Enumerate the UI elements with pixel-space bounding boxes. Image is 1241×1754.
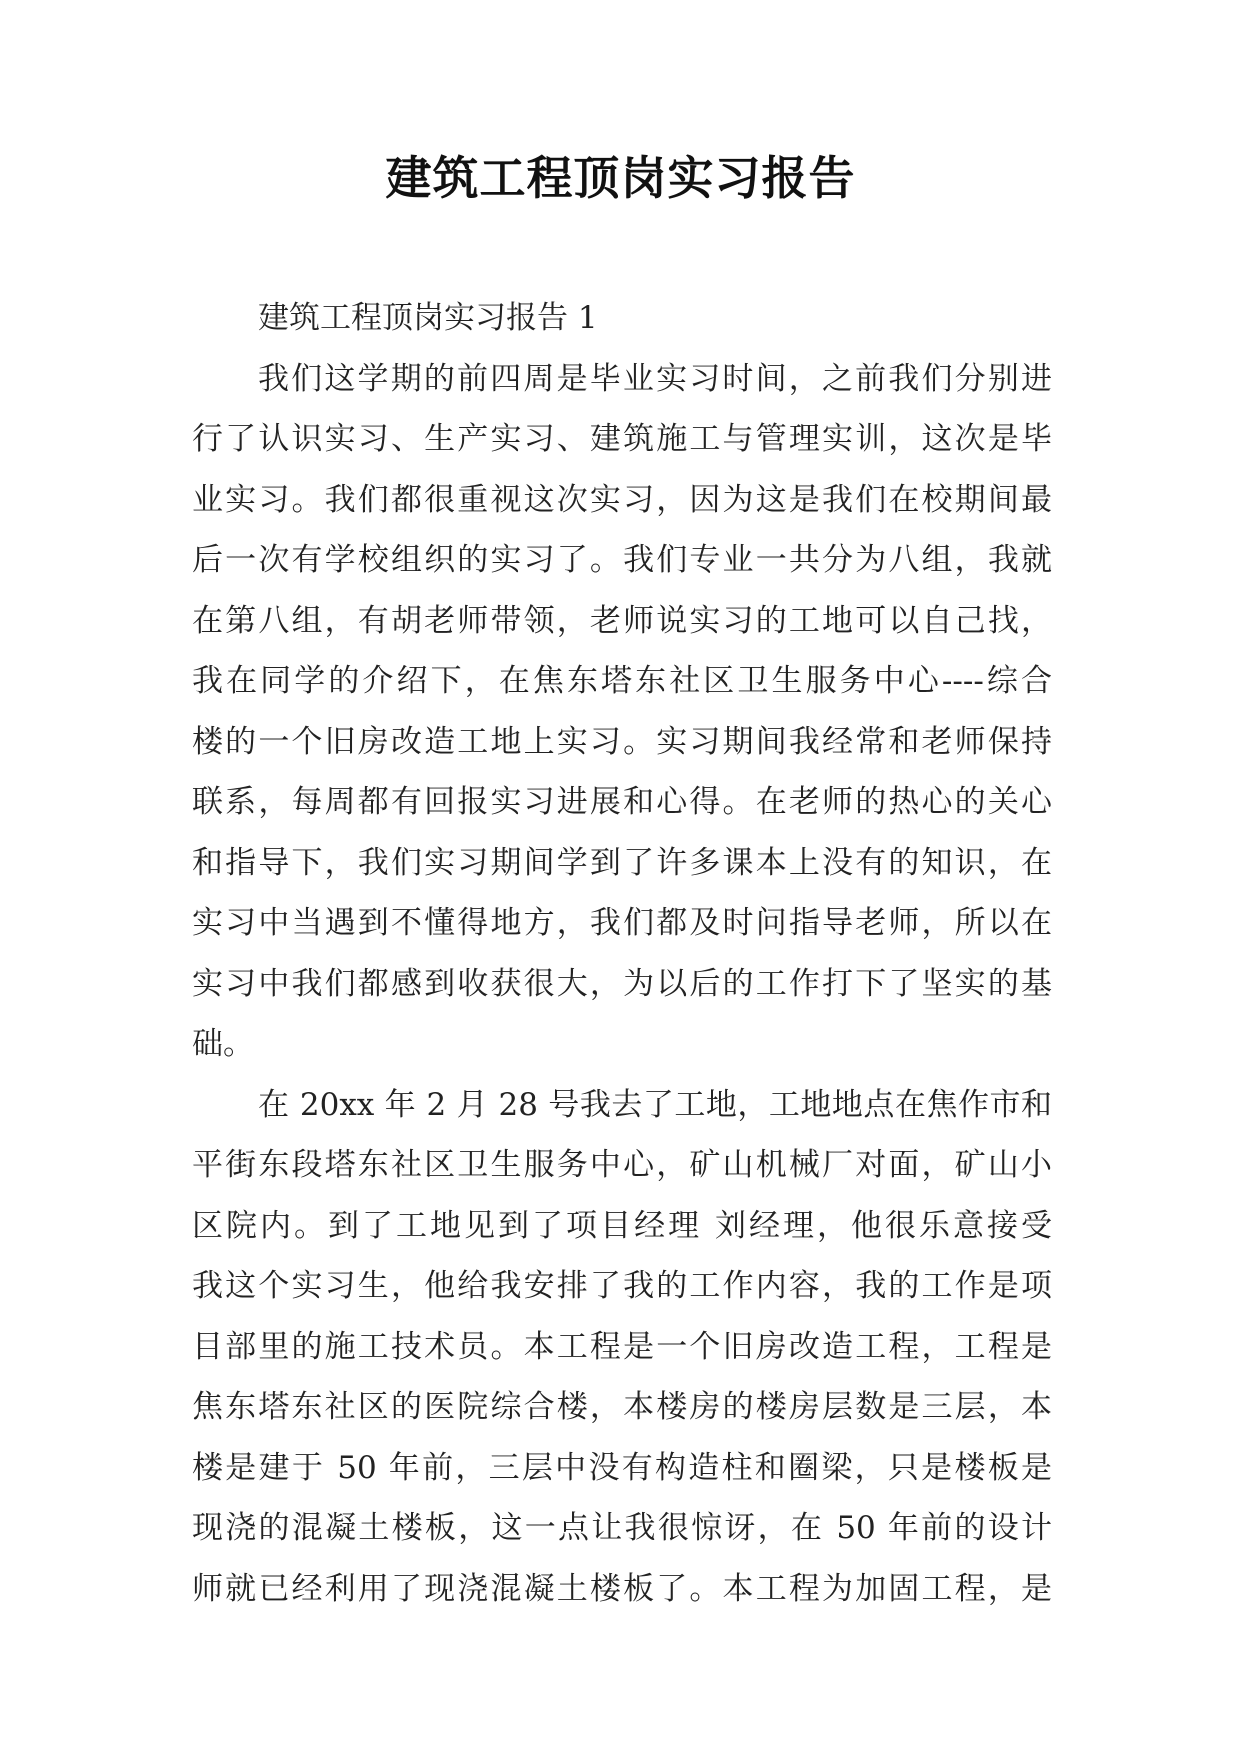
paragraph-line: 行了认识实习、生产实习、建筑施工与管理实训，这次是毕 (192, 421, 1052, 457)
paragraph-line: 后一次有学校组织的实习了。我们专业一共分为八组，我就 (192, 542, 1052, 578)
document-body (192, 288, 1052, 1619)
paragraph-line: 区院内。到了工地见到了项目经理 刘经理，他很乐意接受 (192, 1207, 1052, 1244)
paragraph-line: 我在同学的介绍下，在焦东塔东社区卫生服务中心----综合 (192, 663, 1052, 699)
document-title: 建筑工程顶岗实习报告 (385, 151, 856, 205)
paragraph-line: 师就已经利用了现浇混凝土楼板了。本工程为加固工程，是 (192, 1570, 1052, 1607)
paragraph-line: 在 20xx 年 2 月 28 号我去了工地，工地地点在焦作市和 (258, 1086, 1052, 1123)
paragraph-line: 楼是建于 50 年前，三层中没有构造柱和圈梁，只是楼板是 (192, 1449, 1052, 1486)
paragraph-line: 业实习。我们都很重视这次实习，因为这是我们在校期间最 (192, 481, 1052, 518)
paragraph-line: 焦东塔东社区的医院综合楼，本楼房的楼房层数是三层，本 (192, 1389, 1052, 1425)
paragraph-line: 现浇的混凝土楼板，这一点让我很惊讶，在 50 年前的设计 (192, 1510, 1052, 1546)
paragraph-2 (192, 1075, 1052, 1620)
paragraph-line: 目部里的施工技术员。本工程是一个旧房改造工程，工程是 (192, 1328, 1052, 1365)
paragraph-line: 楼的一个旧房改造工地上实习。实习期间我经常和老师保持 (192, 723, 1052, 760)
paragraph-line: 实习中我们都感到收获很大，为以后的工作打下了坚实的基 (192, 965, 1052, 1002)
paragraph-line: 我这个实习生，他给我安排了我的工作内容，我的工作是项 (192, 1268, 1052, 1304)
paragraph-line: 和指导下，我们实习期间学到了许多课本上没有的知识，在 (192, 844, 1052, 881)
paragraph-line: 础。 (192, 1026, 254, 1062)
paragraph-1 (192, 349, 1052, 1075)
paragraph-line: 我们这学期的前四周是毕业实习时间，之前我们分别进 (258, 360, 1052, 397)
paragraph-line: 实习中当遇到不懂得地方，我们都及时问指导老师，所以在 (192, 905, 1052, 941)
paragraph-line: 平街东段塔东社区卫生服务中心，矿山机械厂对面，矿山小 (192, 1147, 1052, 1183)
section-heading: 建筑工程顶岗实习报告 1 (258, 300, 598, 336)
paragraph-line: 联系，每周都有回报实习进展和心得。在老师的热心的关心 (192, 784, 1052, 820)
paragraph-line: 在第八组，有胡老师带领，老师说实习的工地可以自己找， (192, 602, 1052, 639)
